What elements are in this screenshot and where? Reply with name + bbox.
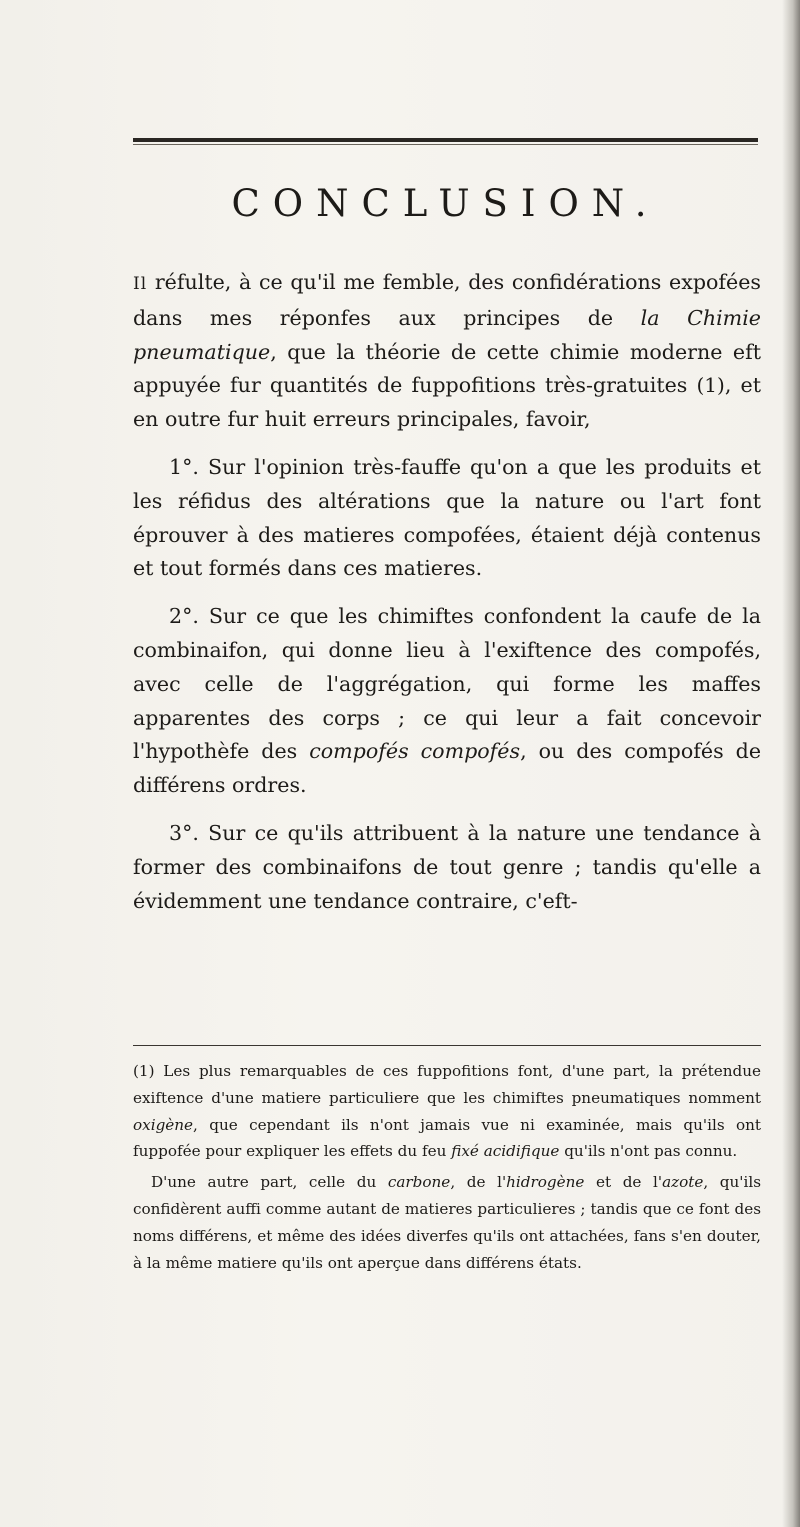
footnote-rule (133, 1045, 761, 1046)
intro-paragraph: Il réfulte, à ce qu'il me femble, des confidérations expofées dans mes réponfes aux principes de la Chimie pneumatique, que la théorie de cette chimie moderne eft appuyée fur quantités de fuppofitions très-gratuites (1), et en outre fur huit erreurs principales, favoir, (133, 270, 761, 432)
footnotes (133, 1058, 761, 1280)
error-item-3: 3°. Sur ce qu'ils attribuent à la nature une tendance à former des combinaifons de tout genre ; tandis qu'elle a évidemment une tendance contraire, c'eft- (133, 820, 761, 913)
intro-dropword: Il (133, 274, 148, 294)
footnote-1-continued: D'une autre part, celle du carbone, de l'hidrogène et de l'azote, qu'ils confidèrent auffi comme autant de matieres particulieres ; tandis que ce font des noms différens, et même des idées diverfes qu'ils ont attachées, fans s'en douter, à la même matiere qu'ils ont aperçue dans différens états. (133, 1173, 761, 1272)
main-text (133, 266, 761, 932)
header-rule (133, 138, 758, 142)
header-rule-thin (133, 144, 758, 145)
error-item-1: 1°. Sur l'opinion très-fauffe qu'on a que les produits et les réfidus des altérations que la nature ou l'art font éprouver à des matieres compofées, étaient déjà contenus et tout formés dans ces matieres. (133, 454, 761, 581)
footnote-1: (1) Les plus remarquables de ces fuppofitions font, d'une part, la prétendue exiftence d'une matiere particuliere que les chimiftes pneumatiques nomment oxigène, que cependant ils n'ont jamais vue ni examinée, mais qu'ils ont fuppofée pour expliquer les effets du feu fixé acidifique qu'ils n'ont pas connu. (133, 1062, 761, 1161)
page-edge-shadow (782, 0, 800, 1527)
section-title: CONCLUSION. (231, 182, 660, 225)
footnote-ref-1: (1) (696, 373, 725, 398)
error-item-2: 2°. Sur ce que les chimiftes confondent la caufe de la combinaifon, qui donne lieu à l'exiftence des compofés, avec celle de l'aggrégation, qui forme les maffes apparentes des corps ; ce qui leur a fait concevoir l'hypothèfe des compofés compofés, ou des compofés de différens ordres. (133, 604, 762, 798)
